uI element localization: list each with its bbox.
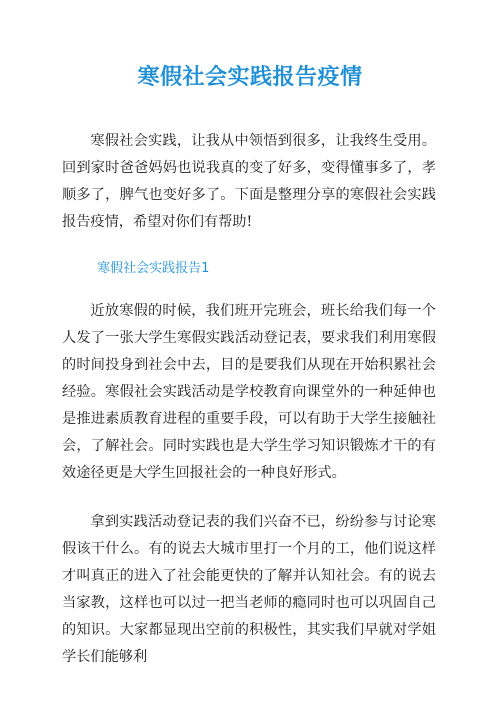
body-paragraph: 拿到实践活动登记表的我们兴奋不已，纷纷参与讨论寒假该干什么。有的说去大城市里打一个月的工，他们说这样才叫真正的进入了社会能更快的了解并认知社会。有的说去当家教，这样也可以过一把当老师的瘾同时也可以巩固自己的知识。大家都显现出空前的积极性，其实我们早就对学姐学长们能够利 [62,514,436,665]
document-body [62,128,436,693]
section-heading: 寒假社会实践报告1 [97,261,210,276]
document-title: 寒假社会实践报告疫情 [137,65,363,90]
intro-paragraph: 寒假社会实践，让我从中领悟到很多，让我终生受用。回到家时爸爸妈妈也说我真的变了好多，变得懂事多了，孝顺多了，脾气也变好多了。下面是整理分享的寒假社会实践报告疫情，希望对你们有帮助! [62,133,436,230]
body-paragraph: 近放寒假的时候，我们班开完班会，班长给我们每一个人发了一张大学生寒假实践活动登记表，要求我们利用寒假的时间投身到社会中去，目的是要我们从现在开始积累社会经验。寒假社会实践活动是学校教育向课堂外的一种延伸也是推进素质教育进程的重要手段，可以有助于大学生接触社会，了解社会。同时实践也是大学生学习知识锻炼才干的有效途径更是大学生回报社会的一种良好形式。 [62,303,436,481]
